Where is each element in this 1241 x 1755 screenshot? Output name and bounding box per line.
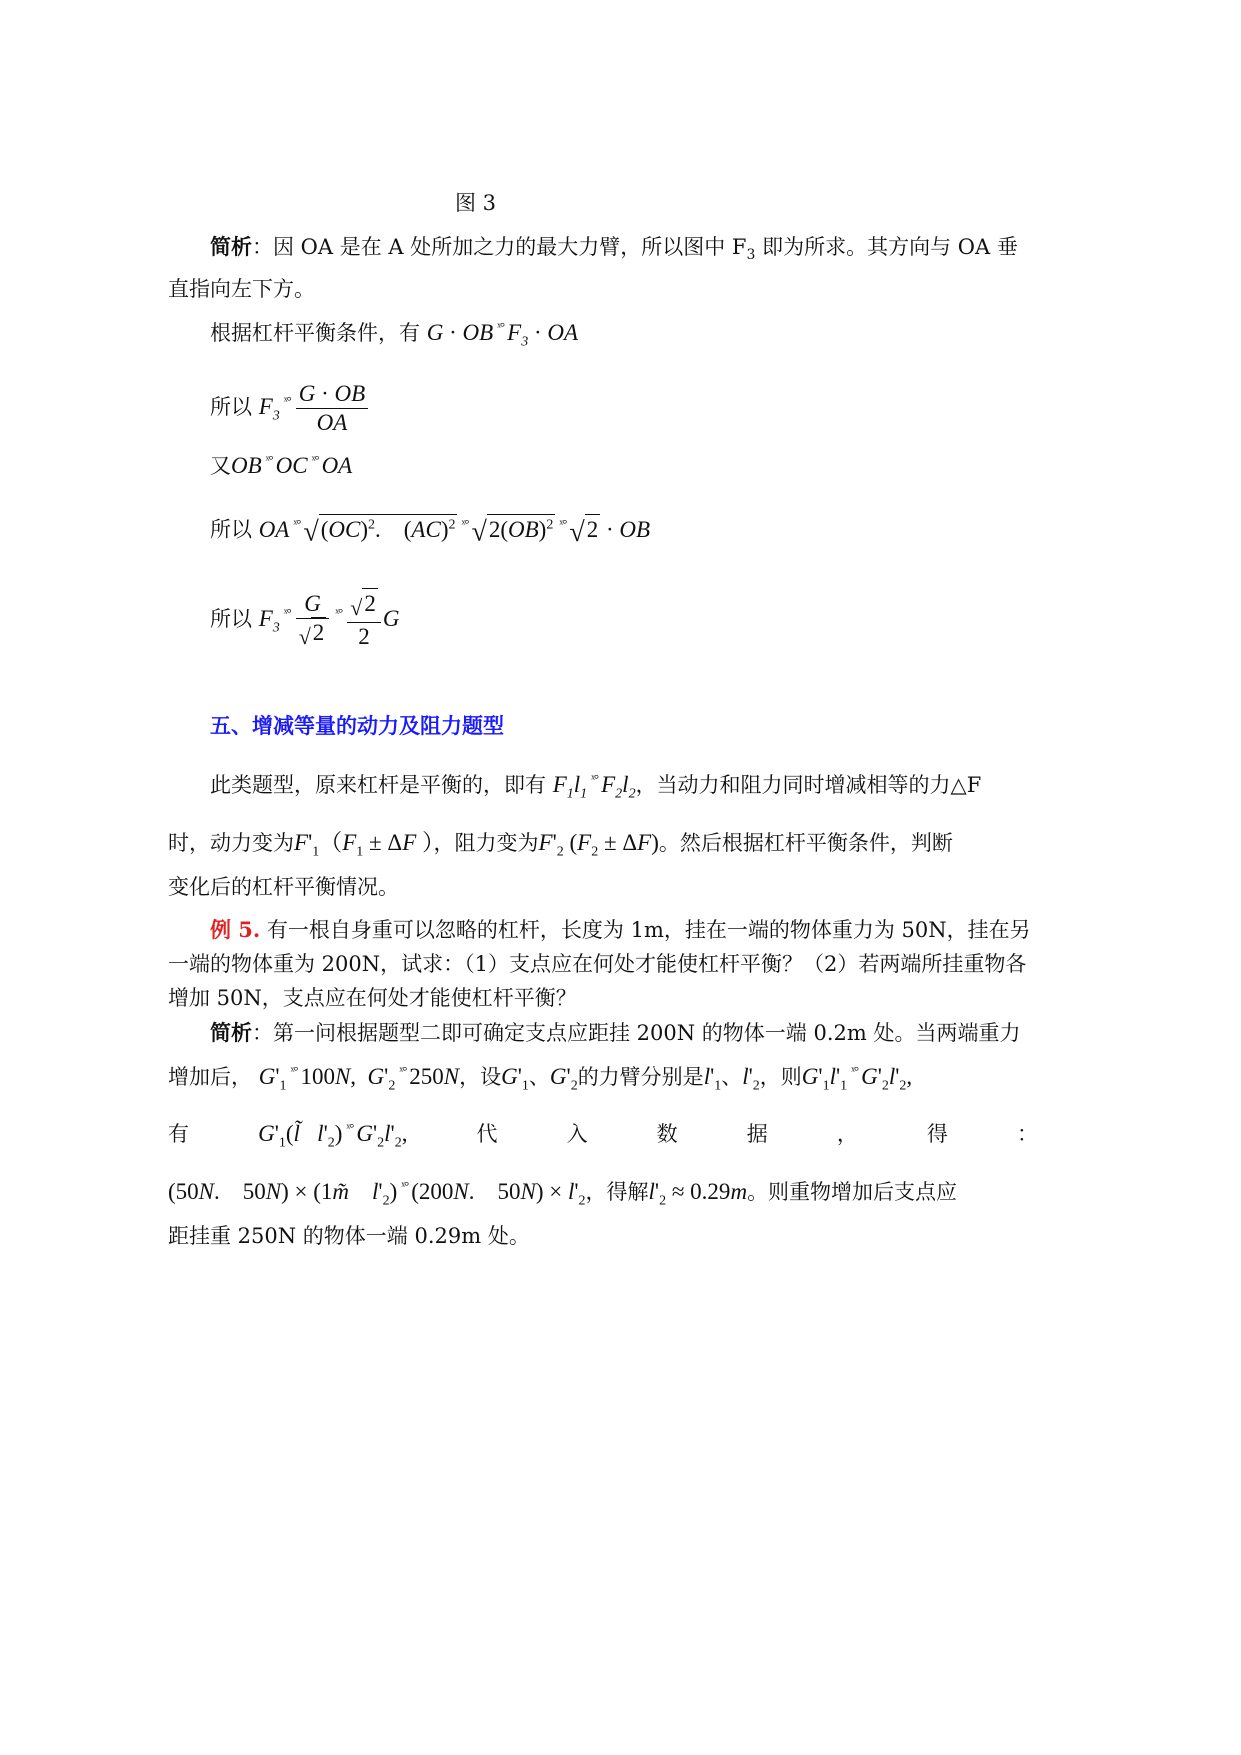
equation-math: $F_1l_1^{ˣ^\circ}$ $F_2l_2$ xyxy=(552,771,636,802)
text: 数 xyxy=(656,1122,678,1146)
analysis-text-2: 即为所求。其方向与 OA 垂直指向左下方。 xyxy=(168,235,1018,302)
example-5-paragraph xyxy=(168,913,1038,1015)
equation-math: $F_3^{ˣ^\circ}$ $\frac{G \cdot OB}{OA}$ xyxy=(259,394,371,419)
text: 有 xyxy=(168,1122,189,1146)
analysis-text: ：因 OA 是在 A 处所加之力的最大力臂，所以图中 F xyxy=(252,235,747,259)
section-heading: 五、增减等量的动力及阻力题型 xyxy=(210,713,504,738)
text: 。则重物增加后支点应 xyxy=(747,1180,958,1204)
analysis-2-line-4 xyxy=(168,1175,957,1219)
equation-math: (50N. 50N) × (1m̃ $l'_2$) $^{ˣ^\circ}$ (200N. $50N) \times l'_2$ xyxy=(168,1178,586,1209)
section-paragraph-line-2 xyxy=(168,826,953,870)
equation-prefix: 所以 xyxy=(210,517,252,542)
text: 入 xyxy=(566,1122,588,1146)
equation-math: $G'_1(l̃$ $l'_2$) $^{ˣ^\circ}$ $G'_2l'_2$, xyxy=(258,1120,408,1151)
section-paragraph-line-1 xyxy=(210,768,981,812)
equation-math: $G'_2$ xyxy=(549,1064,578,1094)
text: 据 xyxy=(746,1122,768,1146)
equation-prefix: 所以 xyxy=(210,606,252,631)
equation-math: $l'_1$ xyxy=(703,1064,722,1094)
text: 得 xyxy=(926,1122,948,1146)
section-paragraph-line-3: 变化后的杠杆平衡情况。 xyxy=(168,875,399,899)
equation-prefix: 又 xyxy=(210,454,231,478)
equation-f3-result xyxy=(210,590,399,651)
equation-math: $G'_1^{ˣ^\circ}$ 100N, $G'_2^{ˣ^\circ}$ 250N xyxy=(258,1063,460,1094)
text: ，阻力变为 xyxy=(433,831,539,855)
text: 增加后， xyxy=(168,1065,252,1089)
example-text: 有一根自身重可以忽略的杠杆，长度为 1m，挂在一端的物体重力为 50N，挂在另一端的物体重为 200N，试求：（1）支点应在何处才能使杠杆平衡？（2）若两端所挂重物各增加 50N，支点应在何处才能使杠杆平衡？ xyxy=(168,918,1031,1010)
text: 、 xyxy=(528,1065,550,1089)
equation-ob-oc xyxy=(210,449,352,486)
equation-f3-fraction xyxy=(210,380,370,437)
equation-math: $F'_2$ $(F_2 \pm \Delta F)$ xyxy=(538,830,659,860)
equation-math: OA $^{ˣ^\circ}$ √(OC)$^2$. (AC)$^2$ $^{ˣ^\circ}$ √2(OB)$^2$ $^{ˣ^\circ}$ √2 · OB xyxy=(258,515,651,548)
analysis-2-line-3 xyxy=(168,1117,1038,1161)
text: ：第一问根据题型二即可确定支点应距挂 200N 的物体一端 0.2m 处。当两端重力 xyxy=(252,1021,1021,1045)
equation-math: OB $^{ˣ^\circ}$ OC $^{ˣ^\circ}$ OA xyxy=(231,452,353,478)
equation-math: $l'_2 \approx 0.29m$ xyxy=(648,1179,748,1209)
analysis-subscript: 3 xyxy=(746,247,756,264)
analysis-label: 简析 xyxy=(210,234,252,259)
text: ，当动力和阻力同时增减相等的力△F xyxy=(635,773,982,797)
text: 代 xyxy=(476,1122,498,1146)
analysis-2-line-1 xyxy=(210,1016,1020,1050)
equation-math: $l'_2$ xyxy=(742,1064,760,1094)
equation-prefix: 所以 xyxy=(210,394,252,419)
text: ，则 xyxy=(759,1065,802,1089)
text: 的力臂分别是 xyxy=(577,1065,704,1089)
equation-prefix: 根据杠杆平衡条件，有 xyxy=(210,321,420,345)
analysis-2-line-2 xyxy=(168,1060,912,1104)
figure-caption: 图 3 xyxy=(455,191,497,215)
text: ： xyxy=(1016,1122,1038,1146)
equation-math: $G'_1l'_1^{ˣ^\circ}$ $G'_2l'_2$, xyxy=(801,1063,913,1094)
text: 时，动力变为 xyxy=(168,831,294,855)
text: ，设 xyxy=(459,1065,502,1089)
example-label: 例 5. xyxy=(210,917,261,942)
equation-math: $F_3^{ˣ^\circ}$ $\frac{G}{√2}$ $^{ˣ^\circ}$ $\frac{√2}{2}$ G xyxy=(259,606,400,631)
text: 此类题型，原来杠杆是平衡的，即有 xyxy=(210,773,546,797)
equation-math: $G'_1$ xyxy=(501,1064,529,1094)
analysis-paragraph-1 xyxy=(168,230,1038,306)
analysis-label: 简析 xyxy=(210,1020,252,1045)
equation-math: $F'_1(F_1 \pm \Delta F$ ） xyxy=(294,830,434,860)
analysis-2-line-5: 距挂重 250N 的物体一端 0.29m 处。 xyxy=(168,1224,530,1248)
text: 。然后根据杠杆平衡条件，判断 xyxy=(658,831,953,855)
text: 、 xyxy=(721,1065,743,1089)
equation-balance xyxy=(210,316,578,360)
equation-oa-sqrt xyxy=(210,508,650,550)
equation-math: G · OB $^{ˣ^\circ}$ $F_3$ · OA xyxy=(426,319,579,350)
text: ，得解 xyxy=(585,1180,649,1204)
text: ， xyxy=(836,1122,858,1146)
